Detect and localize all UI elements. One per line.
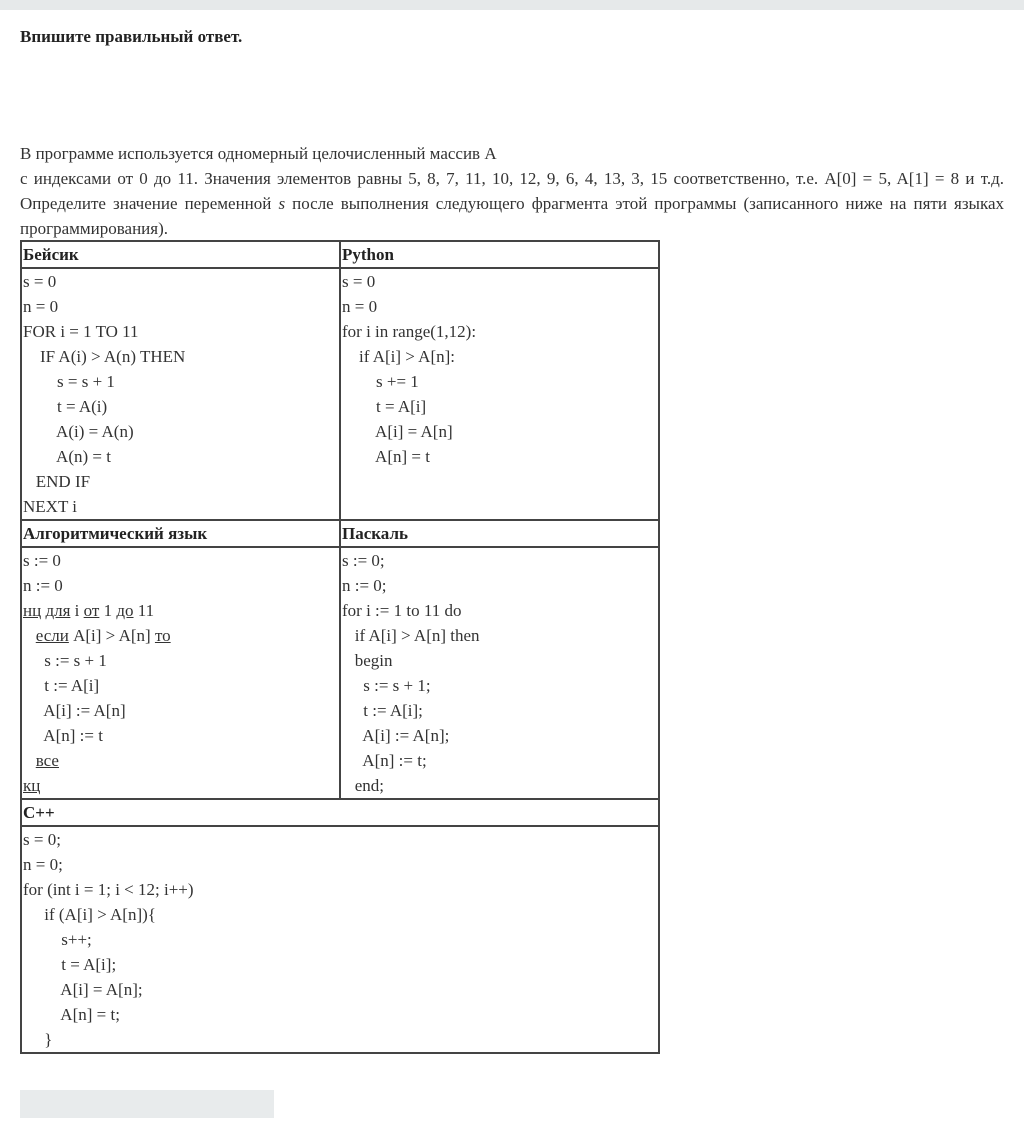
algo-text: n := 0 bbox=[23, 576, 63, 595]
algo-header: Алгоритмический язык bbox=[21, 520, 340, 547]
algo-text: s := 0 bbox=[23, 551, 61, 570]
basic-code-line: n = 0 bbox=[23, 297, 59, 316]
instruction: Впишите правильный ответ. bbox=[20, 27, 243, 46]
task-paragraph bbox=[20, 166, 1004, 241]
algo-code-line bbox=[23, 548, 338, 573]
algo-code-line bbox=[23, 723, 338, 748]
python-code-line: s = 0 bbox=[342, 272, 376, 291]
pascal-code-line: end; bbox=[342, 776, 385, 795]
pascal-code-line: s := 0; bbox=[342, 551, 385, 570]
algo-text: 11 bbox=[133, 601, 155, 620]
algo-text: 1 bbox=[99, 601, 117, 620]
basic-code-line: A(n) = t bbox=[23, 447, 111, 466]
algo-text: A[i] > A[n] bbox=[68, 626, 155, 645]
cpp-code-line: for (int i = 1; i < 12; i++) bbox=[23, 880, 194, 899]
basic-code-line: A(i) = A(n) bbox=[23, 422, 134, 441]
pascal-code-line: if A[i] > A[n] then bbox=[342, 626, 480, 645]
pascal-code-line: A[i] := A[n]; bbox=[342, 726, 450, 745]
cpp-code-line: A[n] = t; bbox=[23, 1005, 120, 1024]
pascal-code-line: s := s + 1; bbox=[342, 676, 431, 695]
pascal-code-line: A[n] := t; bbox=[342, 751, 427, 770]
algo-code-line bbox=[23, 623, 338, 648]
basic-code-line: t = A(i) bbox=[23, 397, 108, 416]
pascal-code-line: for i := 1 to 11 do bbox=[342, 601, 462, 620]
code-table bbox=[20, 240, 660, 1054]
basic-code-line: s = s + 1 bbox=[23, 372, 115, 391]
algo-text bbox=[23, 751, 36, 770]
algo-code-line bbox=[23, 748, 338, 773]
python-code-line: if A[i] > A[n]: bbox=[342, 347, 455, 366]
python-code-line: t = A[i] bbox=[342, 397, 427, 416]
algo-code-line bbox=[23, 773, 338, 798]
basic-code bbox=[21, 268, 340, 520]
algo-keyword: если bbox=[35, 626, 69, 645]
pascal-header: Паскаль bbox=[340, 520, 659, 547]
python-code-line: A[i] = A[n] bbox=[342, 422, 453, 441]
algo-keyword: все bbox=[35, 751, 59, 770]
cpp-code-line: t = A[i]; bbox=[23, 955, 117, 974]
basic-code-line: IF A(i) > A(n) THEN bbox=[23, 347, 186, 366]
python-header: Python bbox=[340, 241, 659, 268]
pascal-code-line: begin bbox=[342, 651, 393, 670]
task-text-a: с индексами от 0 до 11. Значения элементов равны 5, 8, 7, 11, 10, 12, 9, 6, 4, 13, 3, 15 соответственно, т.е. A[0] = 5, A[1] = 8 и т.д. Определите значение переменной bbox=[20, 169, 1004, 213]
cpp-code-line: n = 0; bbox=[23, 855, 63, 874]
cpp-code-line: A[i] = A[n]; bbox=[23, 980, 143, 999]
algo-keyword: до bbox=[116, 601, 134, 620]
task-variable: s bbox=[278, 194, 286, 213]
cpp-code-line: } bbox=[23, 1030, 53, 1049]
python-code-line: s += 1 bbox=[342, 372, 419, 391]
top-bar bbox=[0, 0, 1024, 10]
algo-code-line bbox=[23, 673, 338, 698]
task-line-1: В программе используется одномерный целочисленный массив A bbox=[20, 144, 497, 163]
algo-code-line bbox=[23, 648, 338, 673]
basic-code-line: FOR i = 1 TO 11 bbox=[23, 322, 139, 341]
algo-text: i bbox=[70, 601, 84, 620]
answer-input[interactable] bbox=[20, 1090, 274, 1118]
basic-code-line: NEXT i bbox=[23, 497, 77, 516]
cpp-code-line: if (A[i] > A[n]){ bbox=[23, 905, 156, 924]
algo-text: A[i] := A[n] bbox=[23, 701, 126, 720]
algo-keyword: кц bbox=[23, 776, 41, 795]
pascal-code-line: n := 0; bbox=[342, 576, 387, 595]
algo-code-line bbox=[23, 698, 338, 723]
algo-text: A[n] := t bbox=[23, 726, 103, 745]
cpp-code bbox=[21, 826, 659, 1053]
python-code bbox=[340, 268, 659, 520]
algo-keyword: нц bbox=[23, 601, 42, 620]
cpp-code-line: s++; bbox=[23, 930, 92, 949]
cpp-header: C++ bbox=[21, 799, 659, 826]
task-text bbox=[20, 141, 1004, 241]
algo-code-line bbox=[23, 573, 338, 598]
algo-keyword: от bbox=[83, 601, 100, 620]
python-code-line: n = 0 bbox=[342, 297, 378, 316]
basic-header: Бейсик bbox=[21, 241, 340, 268]
pascal-code bbox=[340, 547, 659, 799]
algo-keyword: то bbox=[154, 626, 171, 645]
cpp-code-line: s = 0; bbox=[23, 830, 61, 849]
python-code-line: A[n] = t bbox=[342, 447, 430, 466]
python-code-line: for i in range(1,12): bbox=[342, 322, 477, 341]
basic-code-line: s = 0 bbox=[23, 272, 57, 291]
algo-text: s := s + 1 bbox=[23, 651, 107, 670]
algo-code bbox=[21, 547, 340, 799]
algo-keyword: для bbox=[45, 601, 71, 620]
algo-text: t := A[i] bbox=[23, 676, 100, 695]
algo-text bbox=[23, 626, 36, 645]
pascal-code-line: t := A[i]; bbox=[342, 701, 423, 720]
task-text-b: после выполнения следующего фрагмента этой программы (записанного ниже на пяти языках программирования). bbox=[20, 194, 1005, 238]
algo-code-line bbox=[23, 598, 338, 623]
basic-code-line: END IF bbox=[23, 472, 91, 491]
